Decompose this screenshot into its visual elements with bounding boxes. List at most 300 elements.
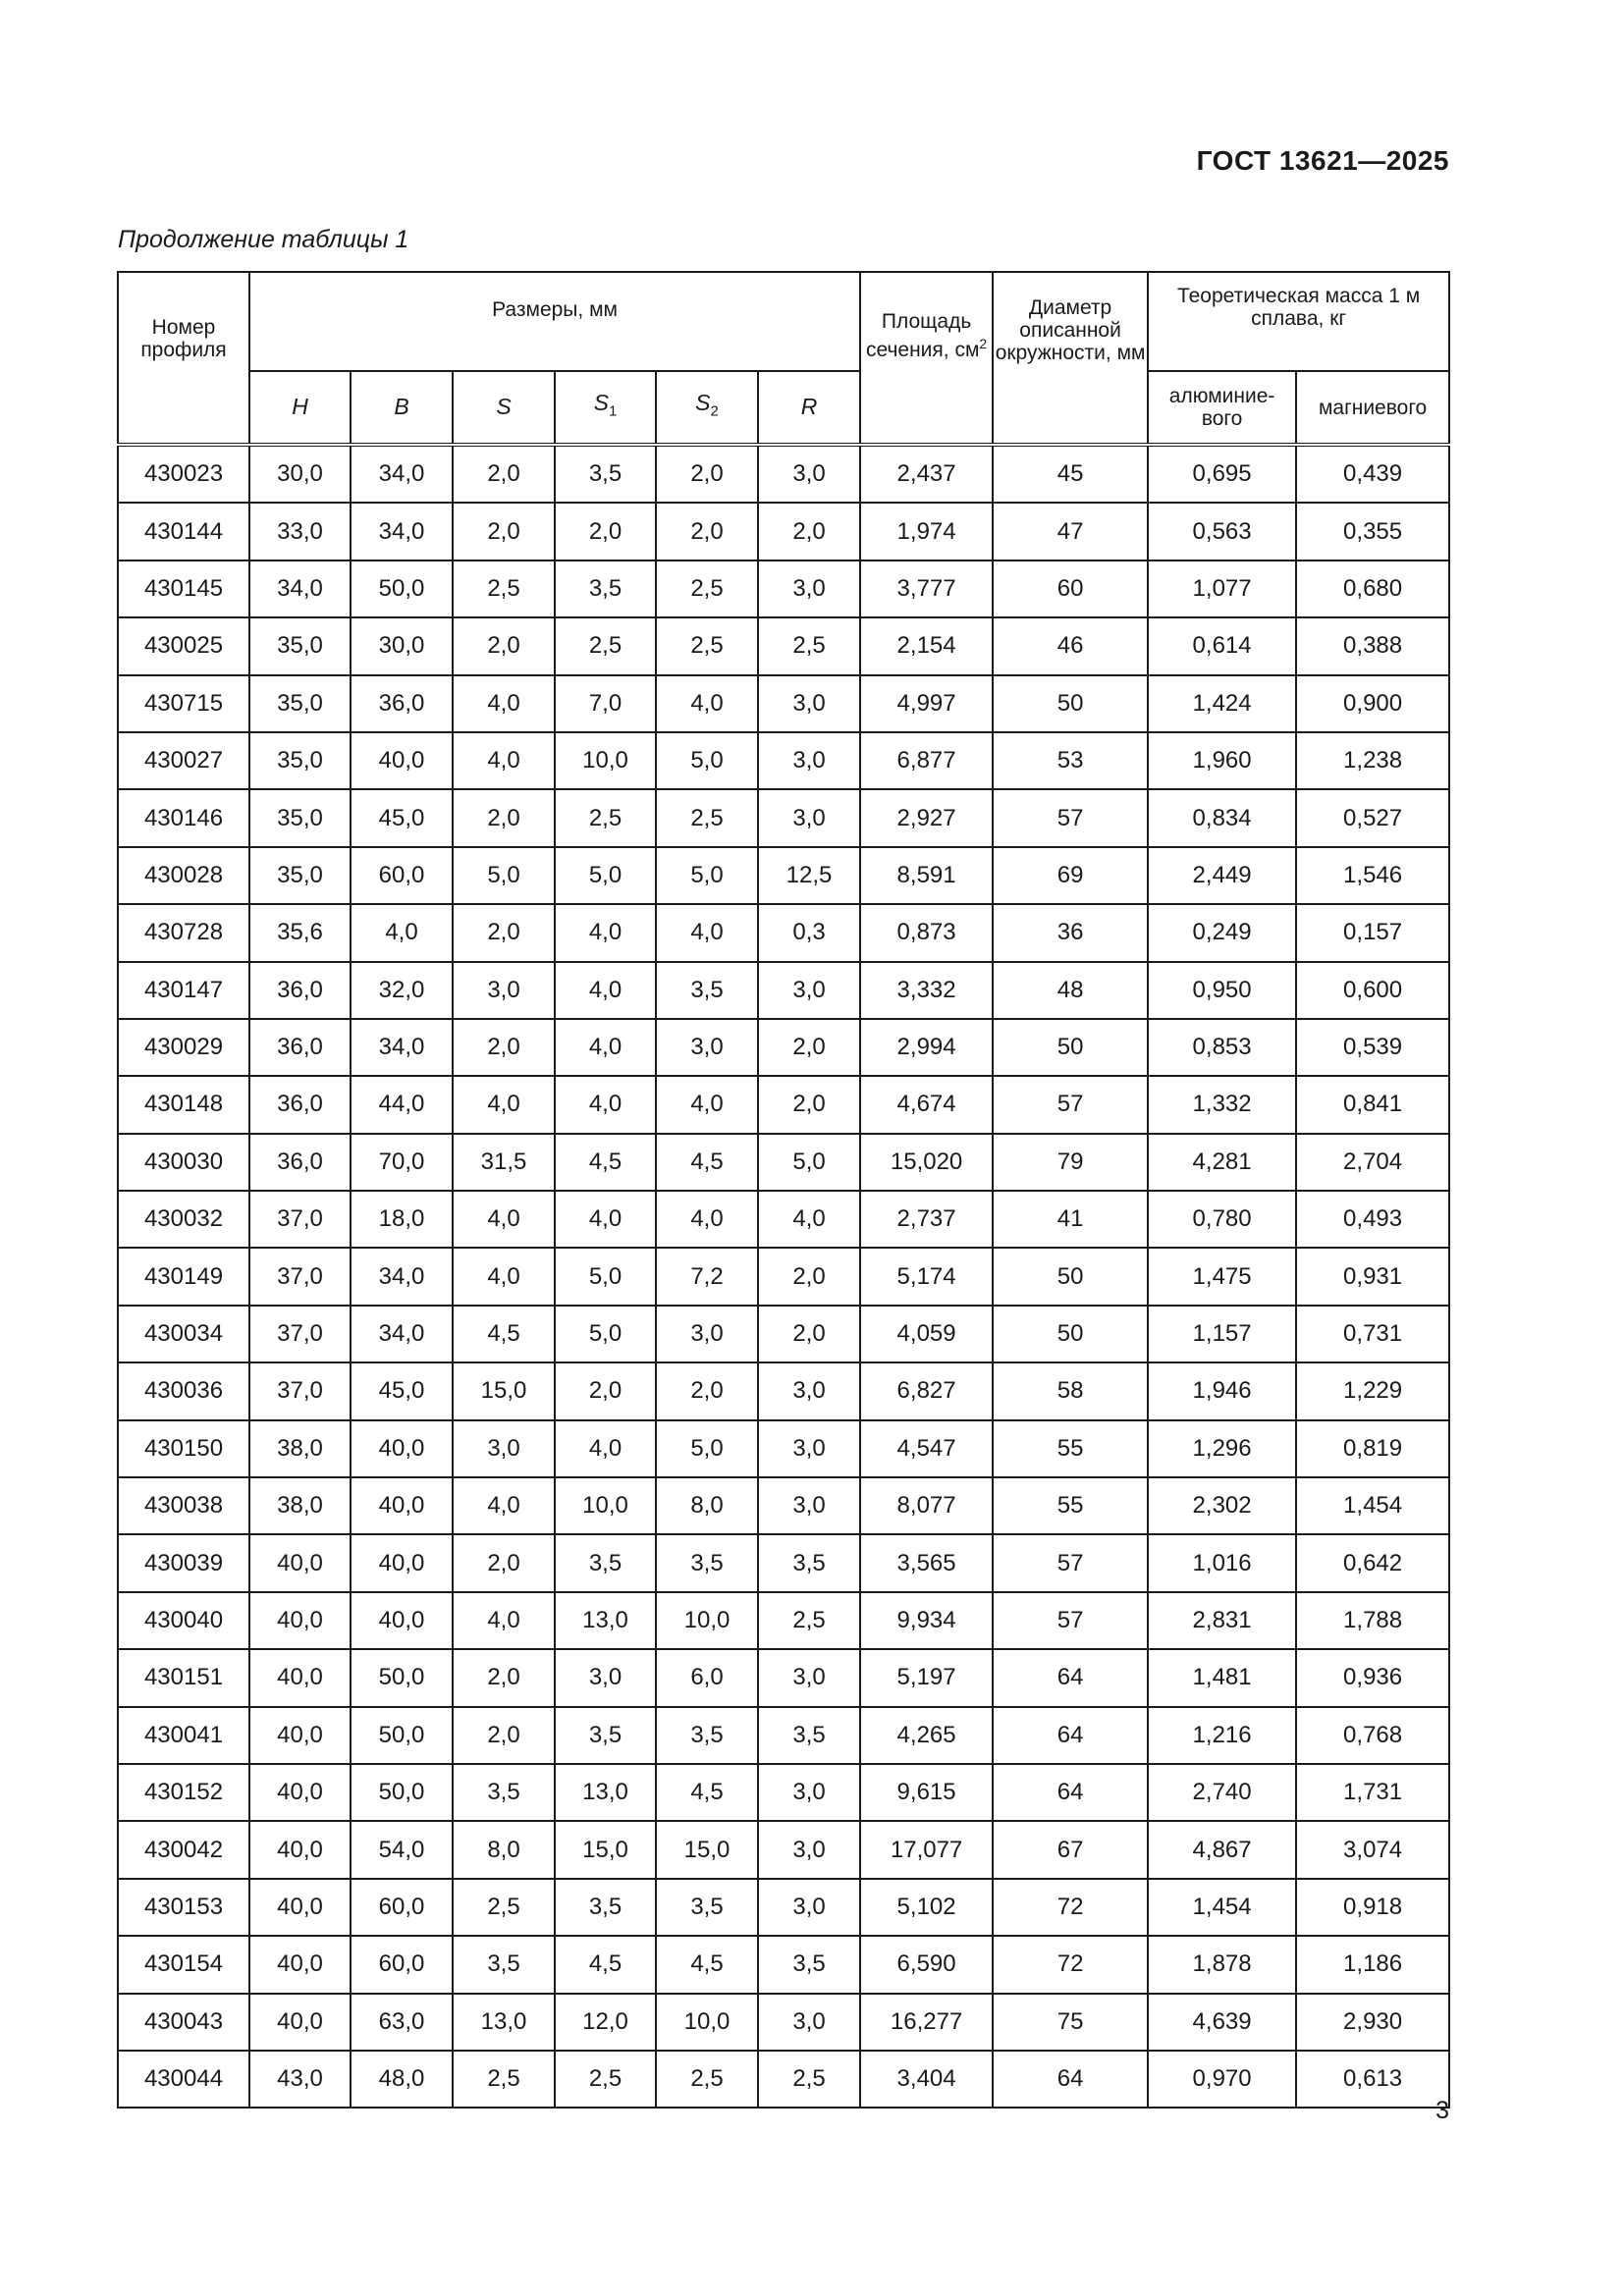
cell-diameter: 50 (993, 675, 1148, 732)
header-dimensions: Размеры, мм (249, 272, 860, 371)
cell-profile-number: 430032 (118, 1191, 249, 1248)
cell-diameter: 53 (993, 732, 1148, 789)
cell-s: 2,0 (453, 503, 555, 560)
cell-b: 60,0 (351, 1936, 453, 1993)
cell-r: 3,0 (758, 1477, 860, 1534)
cell-profile-number: 430147 (118, 962, 249, 1019)
cell-r: 3,0 (758, 1994, 860, 2051)
cell-r: 3,5 (758, 1707, 860, 1764)
cell-s1: 10,0 (555, 1477, 656, 1534)
cell-s1: 5,0 (555, 847, 656, 904)
cell-s: 2,0 (453, 445, 555, 503)
cell-mass-aluminium: 4,867 (1148, 1821, 1296, 1878)
table-row (118, 1879, 1449, 1936)
cell-s: 4,0 (453, 1592, 555, 1649)
table-row (118, 1534, 1449, 1591)
cell-s2: 4,0 (656, 904, 758, 961)
cell-s1: 3,5 (555, 1534, 656, 1591)
cell-h: 40,0 (249, 1649, 351, 1706)
cell-diameter: 47 (993, 503, 1148, 560)
cell-b: 44,0 (351, 1076, 453, 1133)
cell-b: 34,0 (351, 1306, 453, 1362)
cell-h: 40,0 (249, 1534, 351, 1591)
cell-r: 2,0 (758, 1248, 860, 1305)
cell-diameter: 67 (993, 1821, 1148, 1878)
table-row (118, 503, 1449, 560)
cell-profile-number: 430023 (118, 445, 249, 503)
cell-mass-aluminium: 1,077 (1148, 561, 1296, 617)
header-row-1 (118, 272, 1449, 371)
cell-area: 9,934 (860, 1592, 993, 1649)
cell-s2: 2,5 (656, 617, 758, 674)
cell-mass-aluminium: 0,950 (1148, 962, 1296, 1019)
cell-h: 38,0 (249, 1477, 351, 1534)
cell-s2: 7,2 (656, 1248, 758, 1305)
cell-s2: 3,5 (656, 1879, 758, 1936)
cell-mass-magnesium: 1,238 (1296, 732, 1449, 789)
profile-table (117, 271, 1450, 2109)
cell-diameter: 57 (993, 1592, 1148, 1649)
cell-area: 4,265 (860, 1707, 993, 1764)
cell-s1: 2,0 (555, 503, 656, 560)
cell-s: 4,0 (453, 1076, 555, 1133)
cell-b: 34,0 (351, 503, 453, 560)
cell-area: 4,059 (860, 1306, 993, 1362)
table-row (118, 1994, 1449, 2051)
cell-r: 0,3 (758, 904, 860, 961)
cell-r: 2,0 (758, 1306, 860, 1362)
cell-h: 40,0 (249, 1592, 351, 1649)
header-h: H (249, 371, 351, 445)
cell-mass-magnesium: 0,936 (1296, 1649, 1449, 1706)
cell-h: 36,0 (249, 1019, 351, 1076)
cell-mass-magnesium: 1,788 (1296, 1592, 1449, 1649)
cell-area: 4,997 (860, 675, 993, 732)
cell-profile-number: 430153 (118, 1879, 249, 1936)
cell-area: 8,077 (860, 1477, 993, 1534)
cell-profile-number: 430154 (118, 1936, 249, 1993)
cell-diameter: 72 (993, 1936, 1148, 1993)
cell-mass-magnesium: 2,930 (1296, 1994, 1449, 2051)
table-row (118, 1420, 1449, 1477)
cell-r: 3,0 (758, 1821, 860, 1878)
cell-b: 40,0 (351, 1420, 453, 1477)
cell-s1: 4,0 (555, 1076, 656, 1133)
cell-area: 5,197 (860, 1649, 993, 1706)
cell-area: 6,590 (860, 1936, 993, 1993)
table-row (118, 1076, 1449, 1133)
cell-s: 2,0 (453, 1019, 555, 1076)
cell-s: 3,0 (453, 962, 555, 1019)
cell-s2: 15,0 (656, 1821, 758, 1878)
cell-area: 4,547 (860, 1420, 993, 1477)
cell-s2: 8,0 (656, 1477, 758, 1534)
cell-area: 8,591 (860, 847, 993, 904)
cell-area: 2,737 (860, 1191, 993, 1248)
cell-mass-magnesium: 0,527 (1296, 789, 1449, 846)
cell-mass-aluminium: 1,216 (1148, 1707, 1296, 1764)
cell-mass-aluminium: 2,302 (1148, 1477, 1296, 1534)
cell-s2: 4,0 (656, 1076, 758, 1133)
cell-b: 60,0 (351, 1879, 453, 1936)
cell-s2: 4,5 (656, 1134, 758, 1191)
cell-s: 4,0 (453, 1191, 555, 1248)
cell-s2: 10,0 (656, 1994, 758, 2051)
cell-profile-number: 430144 (118, 503, 249, 560)
cell-s: 3,5 (453, 1764, 555, 1821)
table-row (118, 904, 1449, 961)
cell-r: 12,5 (758, 847, 860, 904)
table-row (118, 2051, 1449, 2108)
header-area-text: Площадь сечения, см (865, 310, 980, 361)
table-row (118, 617, 1449, 674)
cell-s2: 4,5 (656, 1936, 758, 1993)
cell-b: 40,0 (351, 1477, 453, 1534)
cell-mass-magnesium: 0,613 (1296, 2051, 1449, 2108)
cell-s: 2,0 (453, 1707, 555, 1764)
cell-s: 2,5 (453, 2051, 555, 2108)
header-row-2 (118, 371, 1449, 445)
cell-profile-number: 430039 (118, 1534, 249, 1591)
cell-s1: 5,0 (555, 1248, 656, 1305)
cell-h: 35,0 (249, 675, 351, 732)
cell-mass-aluminium: 4,281 (1148, 1134, 1296, 1191)
cell-mass-magnesium: 3,074 (1296, 1821, 1449, 1878)
cell-diameter: 50 (993, 1019, 1148, 1076)
cell-area: 6,827 (860, 1362, 993, 1419)
cell-b: 34,0 (351, 445, 453, 503)
cell-s: 4,0 (453, 675, 555, 732)
cell-s2: 5,0 (656, 732, 758, 789)
cell-area: 6,877 (860, 732, 993, 789)
standard-designation: ГОСТ 13621—2025 (1196, 145, 1449, 176)
cell-mass-aluminium: 1,946 (1148, 1362, 1296, 1419)
cell-profile-number: 430034 (118, 1306, 249, 1362)
cell-profile-number: 430041 (118, 1707, 249, 1764)
cell-b: 40,0 (351, 1592, 453, 1649)
cell-mass-aluminium: 0,834 (1148, 789, 1296, 846)
cell-s2: 3,5 (656, 1534, 758, 1591)
cell-s1: 2,5 (555, 2051, 656, 2108)
cell-s: 8,0 (453, 1821, 555, 1878)
header-s2: $S_2$ (656, 371, 758, 445)
cell-r: 3,0 (758, 1879, 860, 1936)
cell-profile-number: 430027 (118, 732, 249, 789)
cell-s2: 2,0 (656, 445, 758, 503)
cell-mass-aluminium: 1,332 (1148, 1076, 1296, 1133)
cell-r: 3,0 (758, 789, 860, 846)
cell-b: 36,0 (351, 675, 453, 732)
cell-mass-aluminium: 2,740 (1148, 1764, 1296, 1821)
cell-s1: 3,0 (555, 1649, 656, 1706)
cell-r: 3,5 (758, 1534, 860, 1591)
header-aluminium: алюминие-вого (1148, 371, 1296, 445)
cell-s1: 3,5 (555, 561, 656, 617)
cell-diameter: 79 (993, 1134, 1148, 1191)
cell-area: 3,777 (860, 561, 993, 617)
table-row (118, 847, 1449, 904)
cell-s: 2,5 (453, 1879, 555, 1936)
cell-diameter: 57 (993, 1076, 1148, 1133)
cell-r: 2,5 (758, 1592, 860, 1649)
cell-s2: 3,5 (656, 1707, 758, 1764)
cell-mass-aluminium: 1,475 (1148, 1248, 1296, 1305)
header-magnesium: магниевого (1296, 371, 1449, 445)
cell-r: 2,0 (758, 1076, 860, 1133)
cell-mass-aluminium: 1,157 (1148, 1306, 1296, 1362)
cell-s: 4,5 (453, 1306, 555, 1362)
cell-b: 50,0 (351, 1764, 453, 1821)
cell-diameter: 55 (993, 1477, 1148, 1534)
cell-mass-magnesium: 0,931 (1296, 1248, 1449, 1305)
cell-diameter: 48 (993, 962, 1148, 1019)
cell-area: 5,174 (860, 1248, 993, 1305)
cell-diameter: 36 (993, 904, 1148, 961)
cell-s2: 3,5 (656, 962, 758, 1019)
cell-mass-magnesium: 0,819 (1296, 1420, 1449, 1477)
cell-mass-magnesium: 0,642 (1296, 1534, 1449, 1591)
cell-h: 37,0 (249, 1306, 351, 1362)
cell-s: 4,0 (453, 1477, 555, 1534)
cell-s1: 3,5 (555, 445, 656, 503)
table-row (118, 1306, 1449, 1362)
cell-s1: 2,5 (555, 617, 656, 674)
cell-mass-magnesium: 0,493 (1296, 1191, 1449, 1248)
table-row (118, 1362, 1449, 1419)
cell-mass-magnesium: 2,704 (1296, 1134, 1449, 1191)
cell-mass-magnesium: 0,731 (1296, 1306, 1449, 1362)
cell-s: 4,0 (453, 732, 555, 789)
cell-s1: 4,0 (555, 962, 656, 1019)
cell-mass-magnesium: 0,841 (1296, 1076, 1449, 1133)
cell-s: 13,0 (453, 1994, 555, 2051)
cell-h: 30,0 (249, 445, 351, 503)
cell-mass-aluminium: 1,296 (1148, 1420, 1296, 1477)
cell-b: 45,0 (351, 789, 453, 846)
cell-s2: 4,0 (656, 675, 758, 732)
cell-mass-aluminium: 0,563 (1148, 503, 1296, 560)
cell-diameter: 46 (993, 617, 1148, 674)
cell-s2: 2,0 (656, 1362, 758, 1419)
cell-diameter: 64 (993, 1707, 1148, 1764)
header-s: S (453, 371, 555, 445)
cell-b: 48,0 (351, 2051, 453, 2108)
cell-r: 3,0 (758, 732, 860, 789)
cell-mass-aluminium: 0,780 (1148, 1191, 1296, 1248)
cell-s1: 12,0 (555, 1994, 656, 2051)
cell-s1: 10,0 (555, 732, 656, 789)
table-row (118, 445, 1449, 503)
cell-s2: 3,0 (656, 1019, 758, 1076)
cell-h: 35,0 (249, 732, 351, 789)
cell-mass-aluminium: 4,639 (1148, 1994, 1296, 2051)
cell-s: 15,0 (453, 1362, 555, 1419)
cell-b: 32,0 (351, 962, 453, 1019)
cell-s: 3,5 (453, 1936, 555, 1993)
cell-mass-magnesium: 0,355 (1296, 503, 1449, 560)
cell-h: 35,0 (249, 617, 351, 674)
cell-mass-magnesium: 0,539 (1296, 1019, 1449, 1076)
cell-s2: 3,0 (656, 1306, 758, 1362)
cell-s1: 2,5 (555, 789, 656, 846)
cell-s2: 2,5 (656, 789, 758, 846)
cell-r: 3,0 (758, 445, 860, 503)
cell-mass-magnesium: 0,680 (1296, 561, 1449, 617)
cell-s1: 4,0 (555, 1019, 656, 1076)
table-row (118, 1764, 1449, 1821)
cell-profile-number: 430146 (118, 789, 249, 846)
cell-b: 50,0 (351, 1649, 453, 1706)
cell-profile-number: 430040 (118, 1592, 249, 1649)
table-row (118, 1821, 1449, 1878)
cell-diameter: 72 (993, 1879, 1148, 1936)
cell-s2: 6,0 (656, 1649, 758, 1706)
table-row (118, 1707, 1449, 1764)
cell-mass-magnesium: 0,600 (1296, 962, 1449, 1019)
cell-s2: 5,0 (656, 1420, 758, 1477)
table-row (118, 1477, 1449, 1534)
cell-mass-aluminium: 1,016 (1148, 1534, 1296, 1591)
cell-h: 40,0 (249, 1936, 351, 1993)
cell-mass-aluminium: 1,878 (1148, 1936, 1296, 1993)
cell-mass-magnesium: 0,768 (1296, 1707, 1449, 1764)
cell-s2: 10,0 (656, 1592, 758, 1649)
cell-profile-number: 430149 (118, 1248, 249, 1305)
cell-diameter: 60 (993, 561, 1148, 617)
cell-mass-aluminium: 1,424 (1148, 675, 1296, 732)
cell-s1: 13,0 (555, 1592, 656, 1649)
cell-b: 18,0 (351, 1191, 453, 1248)
cell-s: 2,5 (453, 561, 555, 617)
cell-area: 4,674 (860, 1076, 993, 1133)
cell-mass-aluminium: 2,449 (1148, 847, 1296, 904)
cell-mass-magnesium: 0,388 (1296, 617, 1449, 674)
header-area (860, 272, 993, 445)
header-r: R (758, 371, 860, 445)
header-s1: $S_1$ (555, 371, 656, 445)
cell-h: 40,0 (249, 1764, 351, 1821)
cell-area: 3,565 (860, 1534, 993, 1591)
cell-r: 2,0 (758, 503, 860, 560)
cell-mass-aluminium: 1,481 (1148, 1649, 1296, 1706)
cell-r: 3,0 (758, 1362, 860, 1419)
cell-h: 36,0 (249, 1134, 351, 1191)
cell-mass-magnesium: 0,439 (1296, 445, 1449, 503)
cell-profile-number: 430148 (118, 1076, 249, 1133)
cell-s2: 4,5 (656, 1764, 758, 1821)
cell-r: 3,0 (758, 675, 860, 732)
cell-diameter: 75 (993, 1994, 1148, 2051)
cell-b: 34,0 (351, 1248, 453, 1305)
cell-area: 3,332 (860, 962, 993, 1019)
table-row (118, 789, 1449, 846)
cell-profile-number: 430150 (118, 1420, 249, 1477)
cell-mass-aluminium: 2,831 (1148, 1592, 1296, 1649)
cell-mass-aluminium: 1,454 (1148, 1879, 1296, 1936)
cell-s1: 4,0 (555, 904, 656, 961)
table-body (118, 445, 1449, 2108)
cell-area: 3,404 (860, 2051, 993, 2108)
cell-b: 50,0 (351, 1707, 453, 1764)
cell-profile-number: 430044 (118, 2051, 249, 2108)
cell-r: 2,5 (758, 2051, 860, 2108)
table-row (118, 561, 1449, 617)
cell-area: 2,927 (860, 789, 993, 846)
cell-profile-number: 430042 (118, 1821, 249, 1878)
cell-h: 35,0 (249, 847, 351, 904)
cell-mass-magnesium: 0,900 (1296, 675, 1449, 732)
cell-s: 2,0 (453, 904, 555, 961)
table-row (118, 1592, 1449, 1649)
cell-profile-number: 430036 (118, 1362, 249, 1419)
cell-h: 37,0 (249, 1191, 351, 1248)
cell-s2: 4,0 (656, 1191, 758, 1248)
cell-s1: 13,0 (555, 1764, 656, 1821)
cell-mass-aluminium: 1,960 (1148, 732, 1296, 789)
cell-area: 5,102 (860, 1879, 993, 1936)
cell-s1: 2,0 (555, 1362, 656, 1419)
cell-s1: 3,5 (555, 1879, 656, 1936)
cell-h: 40,0 (249, 1994, 351, 2051)
cell-s1: 4,0 (555, 1191, 656, 1248)
cell-s2: 2,5 (656, 561, 758, 617)
cell-b: 34,0 (351, 1019, 453, 1076)
table-row (118, 1191, 1449, 1248)
cell-area: 0,873 (860, 904, 993, 961)
cell-mass-aluminium: 0,853 (1148, 1019, 1296, 1076)
cell-h: 35,6 (249, 904, 351, 961)
cell-mass-magnesium: 1,454 (1296, 1477, 1449, 1534)
cell-s: 31,5 (453, 1134, 555, 1191)
table-row (118, 1019, 1449, 1076)
cell-r: 3,0 (758, 962, 860, 1019)
table-row (118, 732, 1449, 789)
cell-diameter: 50 (993, 1306, 1148, 1362)
cell-diameter: 57 (993, 789, 1148, 846)
cell-diameter: 58 (993, 1362, 1148, 1419)
cell-profile-number: 430029 (118, 1019, 249, 1076)
table-row (118, 1936, 1449, 1993)
table-row (118, 1248, 1449, 1305)
cell-mass-aluminium: 0,970 (1148, 2051, 1296, 2108)
cell-b: 45,0 (351, 1362, 453, 1419)
cell-area: 2,437 (860, 445, 993, 503)
cell-s2: 2,5 (656, 2051, 758, 2108)
cell-s1: 4,5 (555, 1134, 656, 1191)
cell-s2: 5,0 (656, 847, 758, 904)
cell-r: 3,0 (758, 1649, 860, 1706)
cell-diameter: 45 (993, 445, 1148, 503)
cell-diameter: 64 (993, 1764, 1148, 1821)
cell-area: 9,615 (860, 1764, 993, 1821)
cell-r: 5,0 (758, 1134, 860, 1191)
table-row (118, 675, 1449, 732)
cell-mass-aluminium: 0,249 (1148, 904, 1296, 961)
cell-r: 2,5 (758, 617, 860, 674)
cell-b: 4,0 (351, 904, 453, 961)
cell-h: 40,0 (249, 1707, 351, 1764)
cell-r: 3,0 (758, 1420, 860, 1477)
header-area-sup: 2 (979, 336, 988, 351)
cell-b: 60,0 (351, 847, 453, 904)
cell-area: 2,154 (860, 617, 993, 674)
table-row (118, 1649, 1449, 1706)
cell-profile-number: 430715 (118, 675, 249, 732)
cell-profile-number: 430028 (118, 847, 249, 904)
cell-area: 2,994 (860, 1019, 993, 1076)
cell-mass-magnesium: 1,186 (1296, 1936, 1449, 1993)
cell-r: 2,0 (758, 1019, 860, 1076)
